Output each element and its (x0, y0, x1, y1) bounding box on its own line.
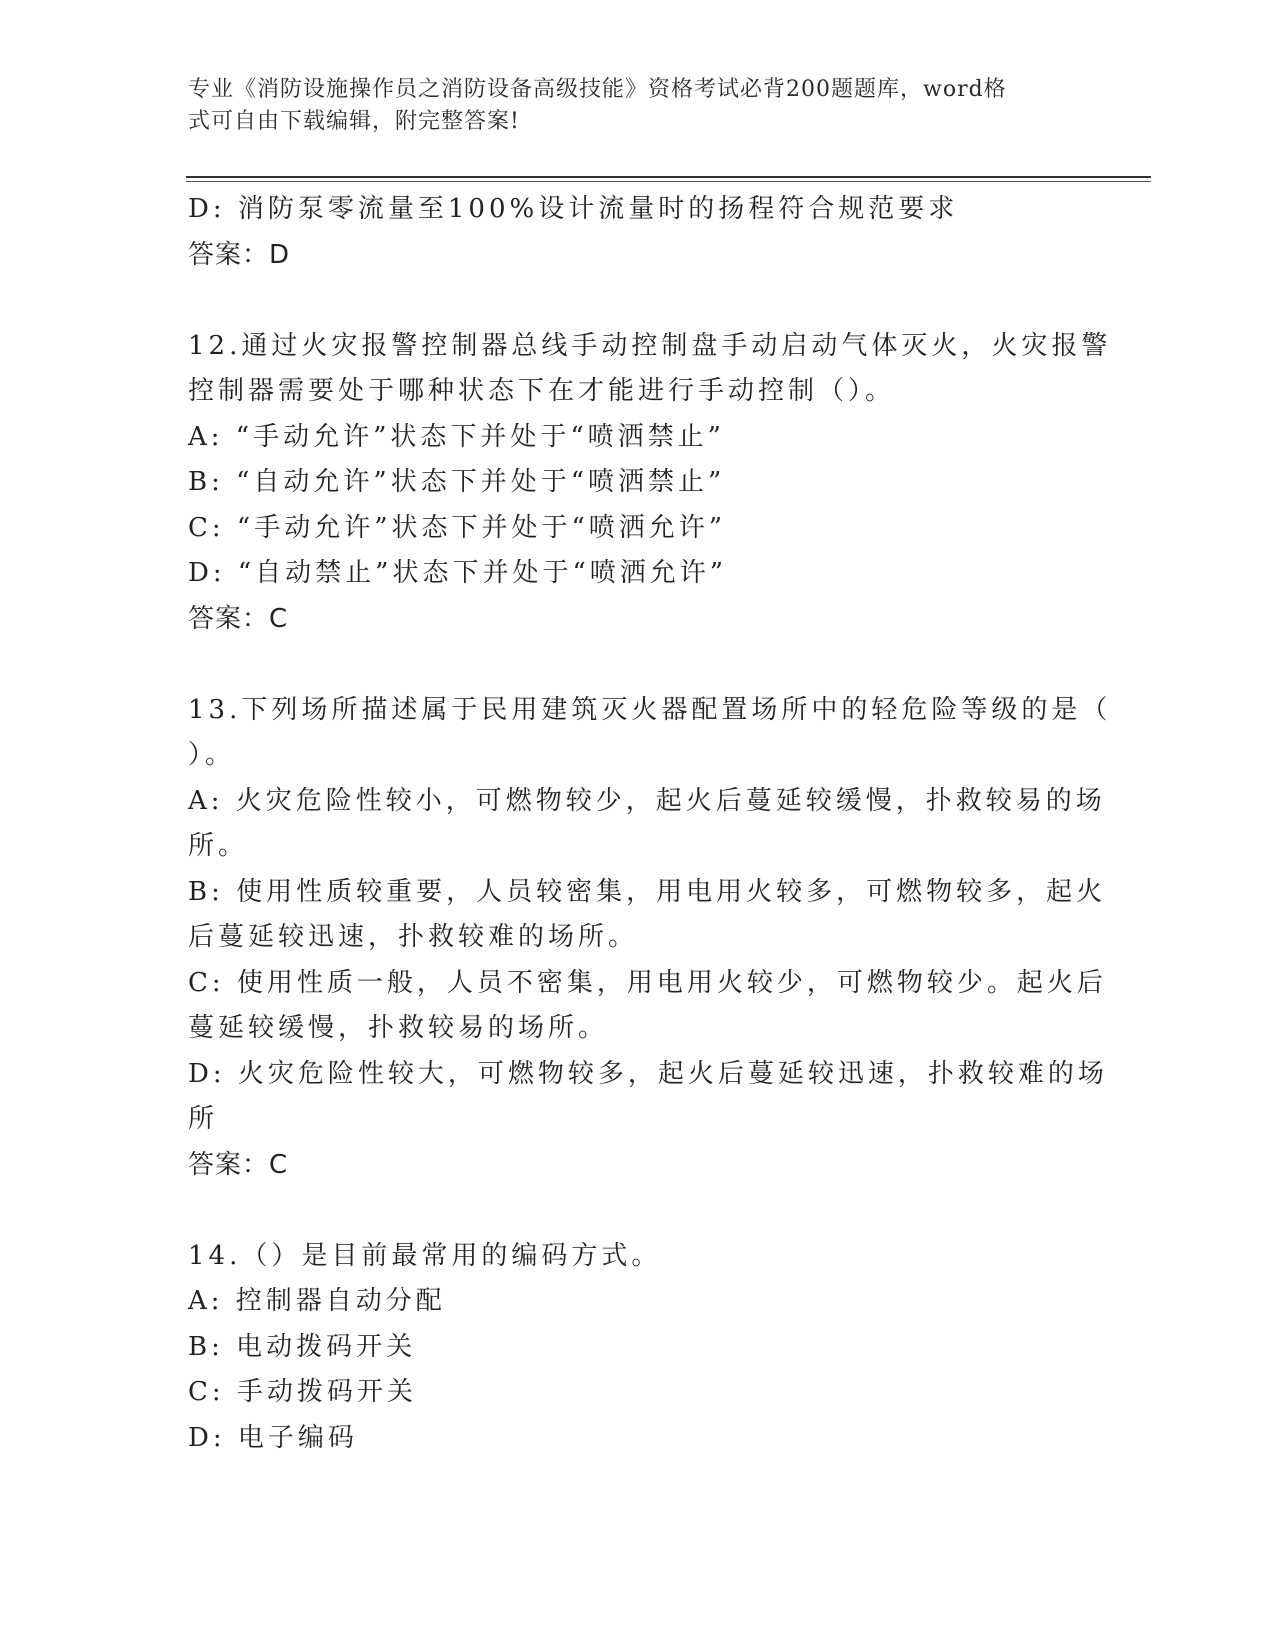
spacer (188, 642, 1068, 688)
question-content (188, 187, 1112, 1461)
q11-option-d: D: 消防泵零流量至100%设计流量时的扬程符合规范要求 (188, 194, 959, 224)
question-13 (188, 688, 1112, 1189)
q12-option-b: B: “自动允许”状态下并处于“喷洒禁止” (188, 467, 726, 497)
spacer (188, 278, 1068, 324)
question-11 (188, 187, 1068, 278)
header-rule-thin (186, 181, 1151, 182)
q13-option-a-line-2: 所。 (188, 831, 249, 861)
q12-answer: 答案：C (188, 603, 289, 634)
spacer (188, 1188, 1068, 1234)
q13-answer: 答案：C (188, 1149, 289, 1180)
q14-option-b: B: 电动拨码开关 (188, 1331, 417, 1362)
document-header (188, 74, 1068, 138)
q13-option-b-line-2: 后蔓延较迅速，扑救较难的场所。 (188, 922, 639, 952)
q13-stem-line-1: 13.下列场所描述属于民用建筑灭火器配置场所中的轻危险等级的是（ (188, 694, 1112, 725)
q13-option-d-line-1: D: 火灾危险性较大，可燃物较多，起火后蔓延较迅速，扑救较难的场 (188, 1058, 1108, 1089)
q14-option-c: C: 手动拨码开关 (188, 1377, 417, 1407)
q12-option-d: D: “自动禁止”状态下并处于“喷洒允许” (188, 558, 728, 588)
q13-stem-line-2: ）。 (188, 740, 236, 770)
q13-option-b-line-1: B: 使用性质较重要，人员较密集，用电用火较多，可燃物较多，起火 (188, 876, 1107, 907)
header-line-2: 式可自由下载编辑，附完整答案! (188, 109, 520, 134)
question-12 (188, 324, 1112, 643)
q13-option-a-line-1: A: 火灾危险性较小，可燃物较少，起火后蔓延较缓慢，扑救较易的场 (188, 785, 1106, 816)
q13-option-d-line-2: 所 (188, 1104, 219, 1134)
header-line-1: 专业《消防设施操作员之消防设备高级技能》资格考试必背200题题库，word格 (188, 77, 1007, 102)
q12-option-c: C: “手动允许”状态下并处于“喷洒允许” (188, 512, 727, 543)
q12-stem-line-1: 12.通过火灾报警控制器总线手动控制盘手动启动气体灭火，火灾报警 (188, 330, 1112, 361)
q13-option-c-line-1: C: 使用性质一般，人员不密集，用电用火较少，可燃物较少。起火后 (188, 967, 1107, 998)
q14-option-a: A: 控制器自动分配 (188, 1286, 446, 1316)
q12-option-a: A: “手动允许”状态下并处于“喷洒禁止” (188, 421, 725, 452)
q11-answer: 答案：D (188, 239, 291, 270)
q13-option-c-line-2: 蔓延较缓慢，扑救较易的场所。 (188, 1013, 609, 1043)
q14-option-d: D: 电子编码 (188, 1422, 358, 1453)
q14-stem: 14.（）是目前最常用的编码方式。 (188, 1240, 662, 1271)
q12-stem-line-2: 控制器需要处于哪种状态下在才能进行手动控制（）。 (188, 376, 896, 406)
header-rule-thick (186, 176, 1151, 178)
question-14 (188, 1234, 1068, 1462)
